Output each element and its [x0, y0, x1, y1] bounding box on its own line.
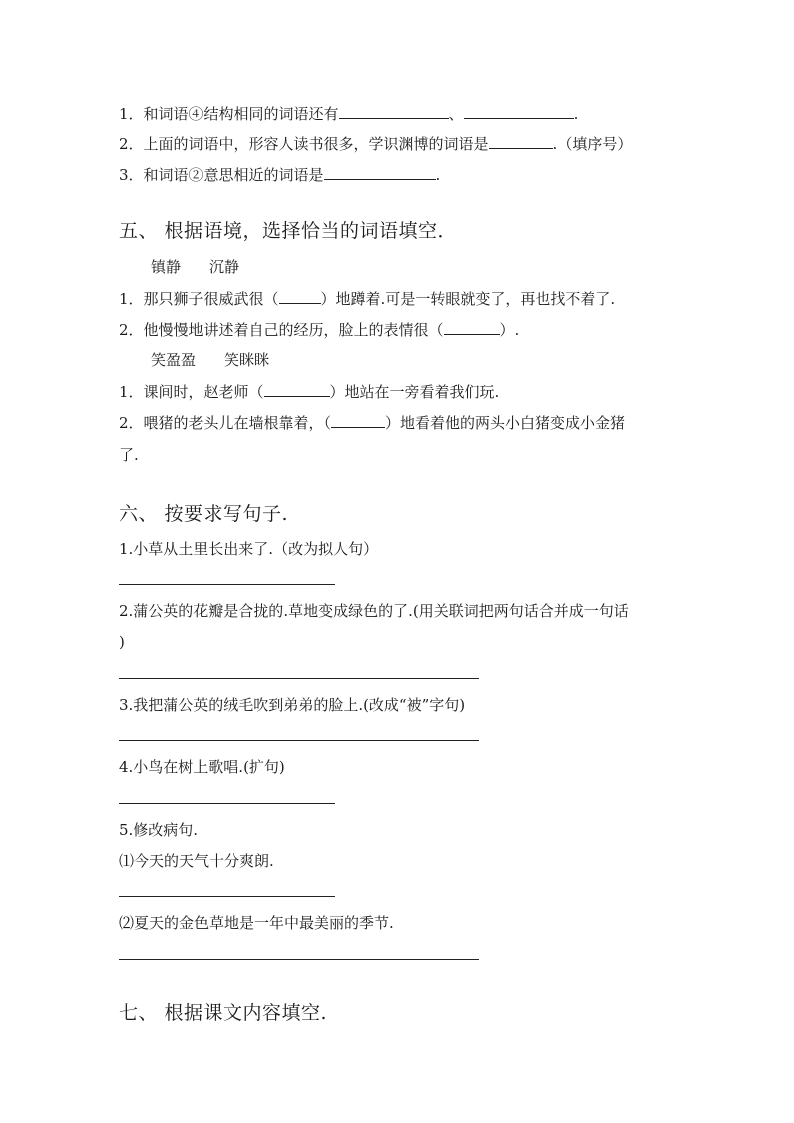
- p4-q2-blank[interactable]: [489, 133, 553, 149]
- p4-q3-blank[interactable]: [324, 164, 436, 180]
- p5-g2-s2-text-a: 2．喂猪的老头儿在墙根靠着，（: [119, 414, 332, 432]
- p4-q1-blank-1[interactable]: [339, 103, 449, 119]
- p4-q3-text: 3．和词语②意思相近的词语是: [119, 166, 324, 184]
- p6-q4-answer-line[interactable]: [119, 803, 335, 804]
- p5-g2-s2-continued: 了.: [119, 446, 139, 464]
- p6-q5-item1: ⑴今天的天气十分爽朗.: [119, 852, 274, 870]
- p5-word-options-2: [151, 350, 269, 370]
- p5-word-zhenjing: 镇静: [151, 258, 182, 276]
- p5-g2-s2-text-b: ）地看着他的两头小白猪变成小金猪: [385, 414, 626, 432]
- p5-word-xiaoyingying: 笑盈盈: [151, 351, 197, 369]
- p5-g2-s1-text-a: 1．课间时，赵老师（: [119, 383, 264, 401]
- p6-q5: 5.修改病句.: [119, 821, 199, 839]
- p5-g1-s1-blank[interactable]: [279, 289, 321, 304]
- p4-q1-blank-2[interactable]: [464, 103, 574, 119]
- part6-heading: 六、 按要求写句子.: [119, 503, 289, 525]
- p4-q1-text: 1．和词语④结构相同的词语还有: [119, 105, 339, 123]
- p5-g1-s2-blank[interactable]: [444, 320, 500, 335]
- p4-q2-text: 2．上面的词语中，形容人读书很多，学识渊博的词语是: [119, 135, 489, 153]
- p5-word-xiaomimi: 笑眯眯: [224, 351, 270, 369]
- p4-q2: [119, 133, 632, 154]
- p6-q3-answer-line[interactable]: [119, 740, 479, 741]
- p4-q2-end: .（填序号）: [552, 135, 633, 153]
- p6-q3: 3.我把蒲公英的绒毛吹到弟弟的脸上.(改成“被”字句): [119, 696, 466, 714]
- p5-g2-s1-blank[interactable]: [264, 382, 330, 397]
- p5-word-options-1: [151, 257, 239, 277]
- p5-g1-s1-text-b: ）地蹲着.可是一转眼就变了，再也找不着了.: [320, 290, 616, 308]
- p6-q2-line2: ): [119, 633, 125, 651]
- p4-q1-end: .: [573, 105, 579, 123]
- p5-word-chenjing: 沉静: [209, 258, 240, 276]
- p6-q2-line1: 2.蒲公英的花瓣是合拢的.草地变成绿色的了.(用关联词把两句话合并成一句话: [119, 602, 629, 620]
- p5-g2-s2-blank[interactable]: [331, 413, 385, 428]
- part5-heading: 五、 根据语境，选择恰当的词语填空．: [119, 220, 458, 242]
- p5-g2-s1-text-b: ）地站在一旁看着我们玩.: [329, 383, 500, 401]
- p5-g2-s1: [119, 382, 499, 402]
- p6-q2-answer-line[interactable]: [119, 678, 479, 679]
- p5-g2-s2: [119, 413, 625, 433]
- p6-q1: 1.小草从土里长出来了.（改为拟人句）: [119, 540, 379, 558]
- p5-g1-s1-text-a: 1．那只狮子很威武很（: [119, 290, 279, 308]
- p6-q5-item1-answer-line[interactable]: [119, 896, 335, 897]
- p4-q1-sep: 、: [448, 105, 464, 123]
- p4-q3-end: .: [435, 166, 441, 184]
- p5-g1-s2: [119, 320, 519, 340]
- p6-q5-item2: ⑵夏天的金色草地是一年中最美丽的季节.: [119, 914, 394, 932]
- p6-q5-item2-answer-line[interactable]: [119, 959, 479, 960]
- p5-g1-s2-text-a: 2．他慢慢地讲述着自己的经历，脸上的表情很（: [119, 321, 444, 339]
- p6-q1-answer-line[interactable]: [119, 584, 335, 585]
- p6-q4: 4.小鸟在树上歌唱.(扩句): [119, 758, 285, 776]
- p5-g1-s2-text-b: ）.: [499, 321, 520, 339]
- p5-g1-s1: [119, 289, 615, 309]
- part7-heading: 七、 根据课文内容填空.: [119, 1002, 328, 1024]
- p4-q1: [119, 103, 578, 124]
- p4-q3: [119, 164, 440, 185]
